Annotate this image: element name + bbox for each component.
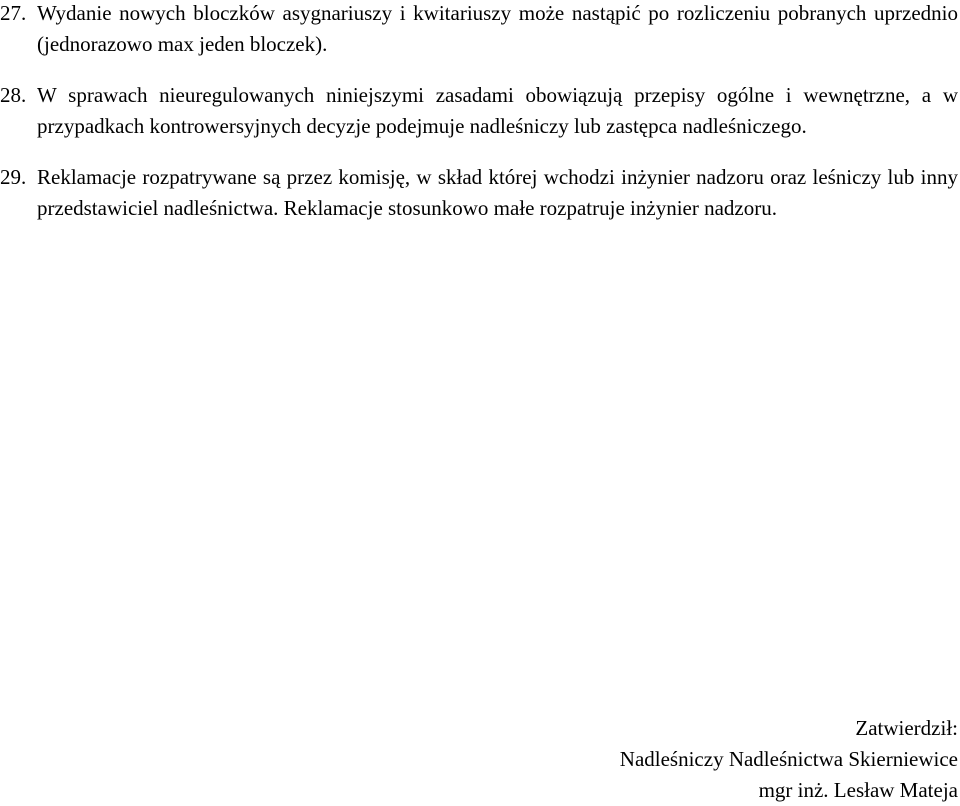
item-number: 28. [0, 83, 27, 107]
list-item [0, 80, 958, 142]
item-number: 27. [0, 1, 27, 25]
item-text: Reklamacje rozpatrywane są przez komisję, w skład której wchodzi inżynier nadzoru oraz leśniczy lub inny przedstawiciel nadleśnictwa. Reklamacje stosunkowo małe rozpatruje inżynier nadzoru. [37, 165, 958, 220]
signatory-name: mgr inż. Lesław Mateja [758, 778, 958, 802]
signature-block [358, 713, 958, 806]
item-text: W sprawach nieuregulowanych niniejszymi zasadami obowiązują przepisy ogólne i wewnętrzne, a w przypadkach kontrowersyjnych decyzje podejmuje nadleśniczy lub zastępca nadleśniczego. [37, 83, 958, 138]
item-text: Wydanie nowych bloczków asygnariuszy i kwitariuszy może nastąpić po rozliczeniu pobranych uprzednio (jednorazowo max jeden bloczek). [37, 1, 958, 56]
approved-label: Zatwierdził: [855, 716, 958, 740]
list-item [0, 162, 958, 224]
list-item [0, 0, 958, 60]
item-number: 29. [0, 165, 27, 189]
signatory-position: Nadleśniczy Nadleśnictwa Skierniewice [619, 747, 958, 771]
regulations-list [0, 0, 958, 244]
